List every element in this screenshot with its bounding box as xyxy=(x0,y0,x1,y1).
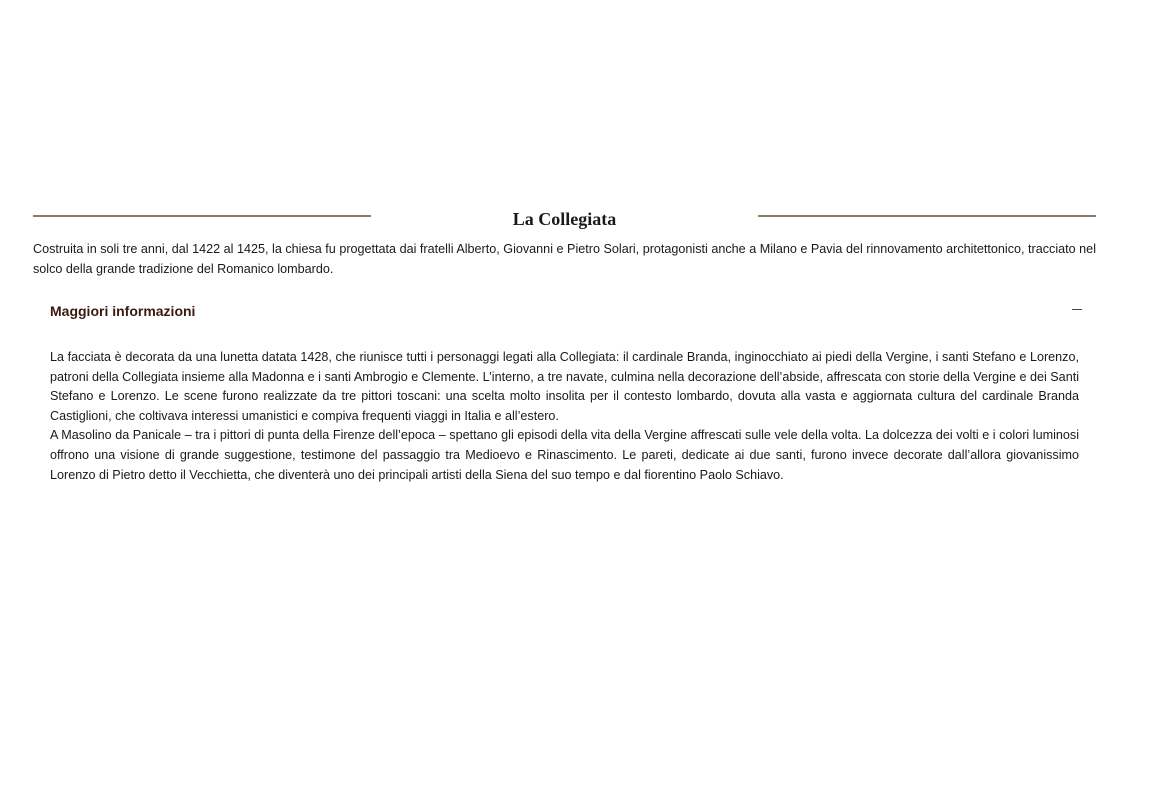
accordion-title[interactable]: Maggiori informazioni xyxy=(50,303,196,319)
accordion-paragraph-2: A Masolino da Panicale – tra i pittori di punta della Firenze dell’epoca – spettano gli episodi della vita della Vergine affrescati sulle vele della volta. La dolcezza dei volti e i colori luminosi offrono una visione di grande suggestione, testimone del passaggio tra Medioevo e Rinascimento. Le pareti, dedicate ai due santi, furono invece decorate dall’allora giovanissimo Lorenzo di Pietro detto il Vecchietta, che diventerà uno dei principali artisti della Siena del suo tempo e dal fiorentino Paolo Schiavo. xyxy=(50,428,1079,482)
more-info-accordion xyxy=(33,289,1096,485)
accordion-paragraph-1: La facciata è decorata da una lunetta datata 1428, che riunisce tutti i personaggi legati alla Collegiata: il cardinale Branda, inginocchiato ai piedi della Vergine, i santi Stefano e Lorenzo, patroni della Collegiata insieme alla Madonna e i santi Ambrogio e Clemente. L’interno, a tre navate, culmina nella decorazione dell’abside, affrescata con storie della Vergine e dei Santi Stefano e Lorenzo. Le scene furono realizzate da tre pittori toscani: una scelta molto insolita per il contesto lombardo, dovuta alla vasta e aggiornata cultura del cardinale Branda Castiglioni, che coltivava interessi umanistici e compiva frequenti viaggi in Italia e all’estero. xyxy=(50,350,1079,423)
accordion-content xyxy=(33,331,1096,485)
minus-icon[interactable] xyxy=(1072,309,1082,310)
section-header xyxy=(33,206,1096,232)
collegiata-section xyxy=(33,206,1096,485)
title-divider-right xyxy=(758,215,1096,217)
section-title: La Collegiata xyxy=(512,209,617,229)
accordion-toggle[interactable] xyxy=(33,289,1096,331)
intro-paragraph: Costruita in soli tre anni, dal 1422 al 1425, la chiesa fu progettata dai fratelli Alberto, Giovanni e Pietro Solari, protagonisti anche a Milano e Pavia del rinnovamento architettonico, tracciato nel solco della grande tradizione del Romanico lombardo. xyxy=(33,242,1096,276)
